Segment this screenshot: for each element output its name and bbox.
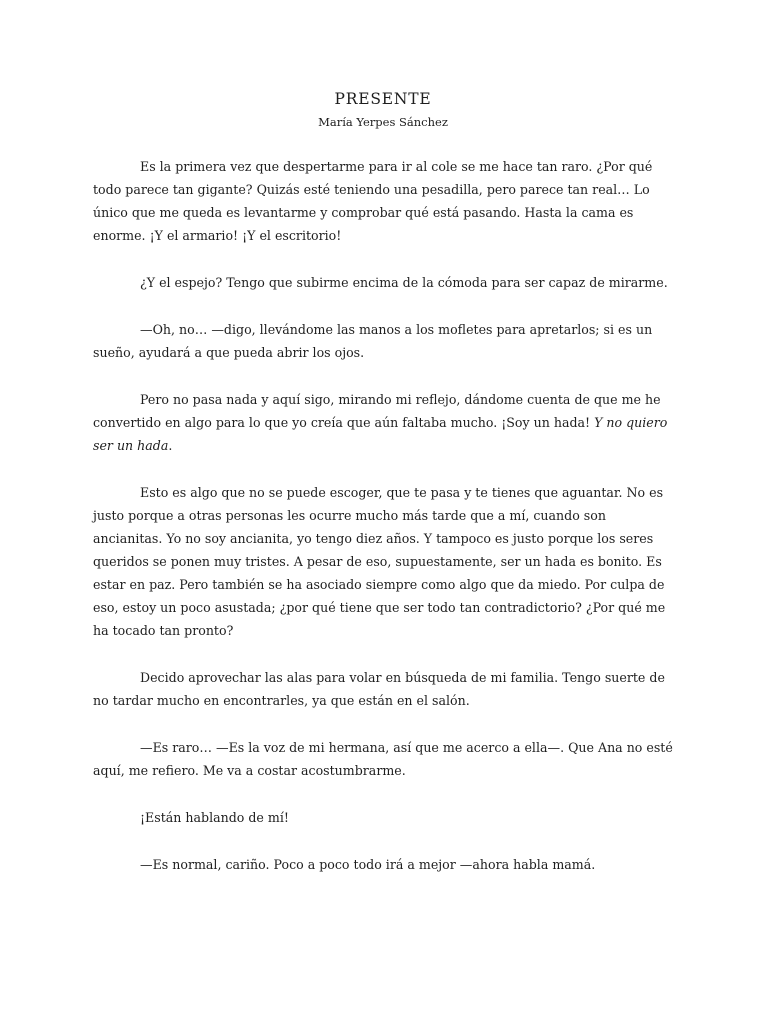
paragraph-7: —Es raro… —Es la voz de mi hermana, así que me acerco a ella—. Que Ana no esté aquí, me refiero. Me va a costar acostumbrarme. [93, 740, 673, 778]
paragraph-9: —Es normal, cariño. Poco a poco todo irá a mejor —ahora habla mamá. [140, 857, 596, 872]
paragraph-8: ¡Están hablando de mí! [140, 810, 289, 825]
paragraph-5: Esto es algo que no se puede escoger, que te pasa y te tienes que aguantar. No es justo porque a otras personas les ocurre mucho más tarde que a mí, cuando son ancianitas. Yo no soy ancianita, yo tengo diez años. Y tampoco es justo porque los seres queridos se ponen muy tristes. A pesar de eso, supuestamente, ser un hada es bonito. Es estar en paz. Pero también se ha asociado siempre como algo que da miedo. Por culpa de eso, estoy un poco asustada; ¿por qué tiene que ser todo tan contradictorio? ¿Por qué me ha tocado tan pronto? [93, 485, 666, 638]
document-title: PRESENTE [334, 90, 432, 108]
paragraph-4-text: Pero no pasa nada y aquí sigo, mirando mi reflejo, dándome cuenta de que me he convertido en algo para lo que yo creía que aún faltaba mucho. ¡Soy un hada! [93, 392, 661, 430]
paragraph-4-end: . [168, 438, 173, 453]
paragraph-4-italic: Y no quiero ser un hada [93, 415, 668, 453]
document-page [93, 88, 673, 876]
paragraph-2: ¿Y el espejo? Tengo que subirme encima de la cómoda para ser capaz de mirarme. [140, 275, 668, 290]
paragraph-3: —Oh, no… —digo, llevándome las manos a los mofletes para apretarlos; si es un sueño, ayudará a que pueda abrir los ojos. [93, 322, 653, 360]
document-body [93, 155, 673, 876]
paragraph-1: Es la primera vez que despertarme para ir al cole se me hace tan raro. ¿Por qué todo parece tan gigante? Quizás esté teniendo una pesadilla, pero parece tan real… Lo único que me queda es levantarme y comprobar qué está pasando. Hasta la cama es enorme. ¡Y el armario! ¡Y el escritorio! [93, 159, 653, 243]
paragraph-4 [93, 388, 673, 457]
document-author: María Yerpes Sánchez [318, 115, 448, 129]
paragraph-6: Decido aprovechar las alas para volar en búsqueda de mi familia. Tengo suerte de no tardar mucho en encontrarles, ya que están en el salón. [93, 670, 665, 708]
